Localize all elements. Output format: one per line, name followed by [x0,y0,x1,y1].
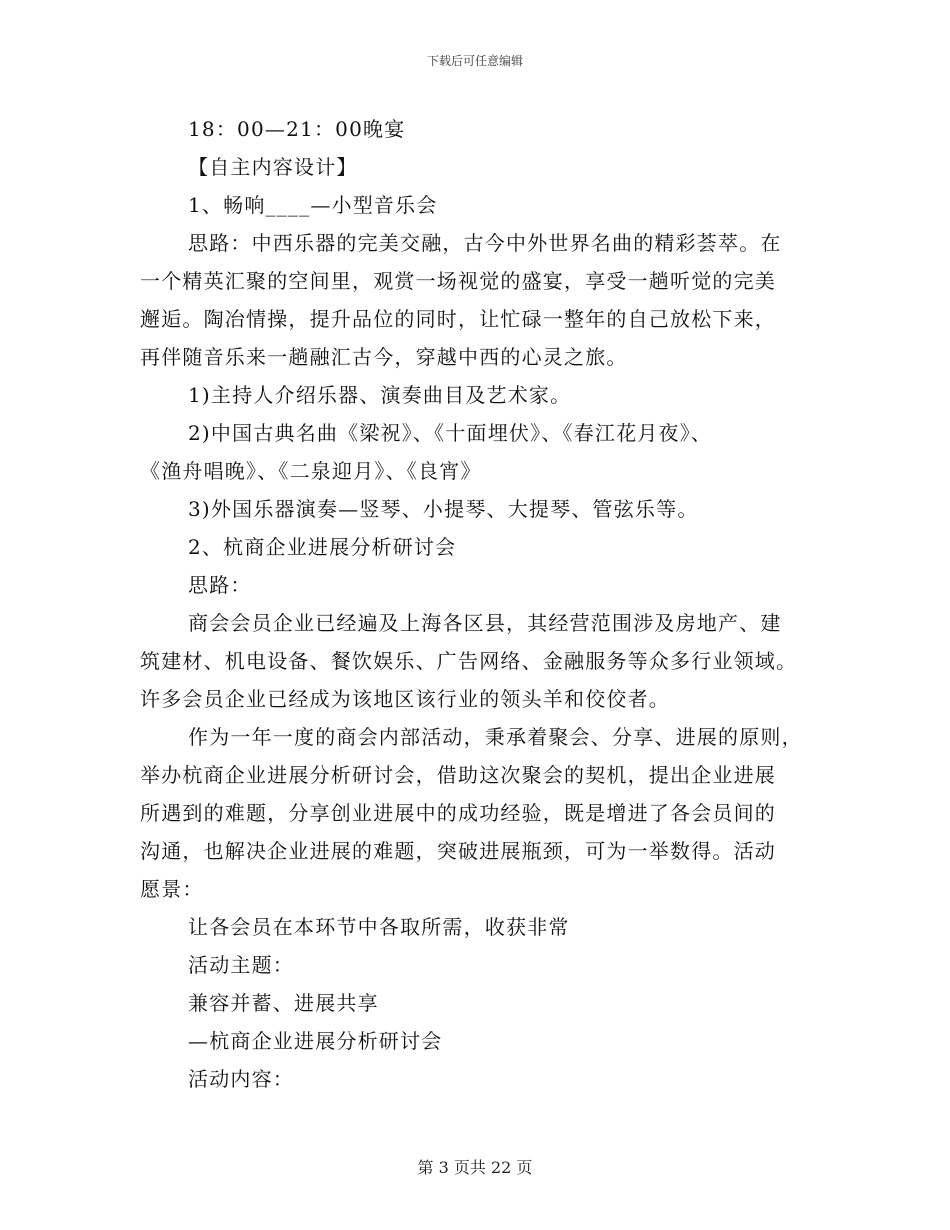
item-heading-1: 1、畅响____—小型音乐会 [188,193,438,217]
paragraph-line: 沟通，也解决企业进展的难题，突破进展瓶颈，可为一举数得。活动 [140,839,776,863]
paragraph-line: 商会会员企业已经遍及上海各区县，其经营范围涉及房地产、建 [188,611,782,635]
page-header: 下载后可任意编辑 [426,54,523,68]
paragraph-line: 思路：中西乐器的完美交融，古今中外世界名曲的精彩荟萃。在 [188,231,782,255]
section-heading: 【自主内容设计】 [188,155,358,179]
content-label: 活动内容： [188,1067,294,1091]
paragraph-line: 让各会员在本环节中各取所需，收获非常 [188,915,570,939]
paragraph-line: 筑建材、机电设备、餐饮娱乐、广告网络、金融服务等众多行业领域。 [140,649,798,673]
paragraph-line: 作为一年一度的商会内部活动，秉承着聚会、分享、进展的原则， [188,725,803,749]
list-item: 3)外国乐器演奏—竖琴、小提琴、大提琴、管弦乐等。 [188,497,699,521]
theme-label: 活动主题： [188,953,294,977]
item-heading-2: 2、杭商企业进展分析研讨会 [188,535,457,559]
paragraph-line: 所遇到的难题，分享创业进展中的成功经验，既是增进了各会员间的 [140,801,776,825]
paragraph-line: 思路： [188,573,252,597]
page-number: 第 3 页共 22 页 [417,1158,533,1177]
paragraph-line: 一个精英汇聚的空间里，观赏一场视觉的盛宴，享受一趟听觉的完美 [140,269,776,293]
paragraph-line: 邂逅。陶冶情操，提升品位的同时，让忙碌一整年的自己放松下来， [140,307,776,331]
schedule-line: 18：00—21：00晚宴 [188,117,406,141]
paragraph-line: 许多会员企业已经成为该地区该行业的领头羊和佼佼者。 [140,687,670,711]
theme-subtitle: —杭商企业进展分析研讨会 [188,1029,443,1053]
theme-title: 兼容并蓄、进展共享 [188,991,379,1015]
document-body [140,110,810,1098]
paragraph-line: 再伴随音乐来一趟融汇古今，穿越中西的心灵之旅。 [140,345,628,369]
list-item-continued: 《渔舟唱晚》、《二泉迎月》、《良宵》 [140,459,482,483]
list-item: 2)中国古典名曲《梁祝》、《十面埋伏》、《春江花月夜》、 [188,421,713,445]
paragraph-line: 举办杭商企业进展分析研讨会，借助这次聚会的契机，提出企业进展 [140,763,776,787]
paragraph-line: 愿景： [140,877,204,901]
list-item: 1)主持人介绍乐器、演奏曲目及艺术家。 [188,383,572,407]
